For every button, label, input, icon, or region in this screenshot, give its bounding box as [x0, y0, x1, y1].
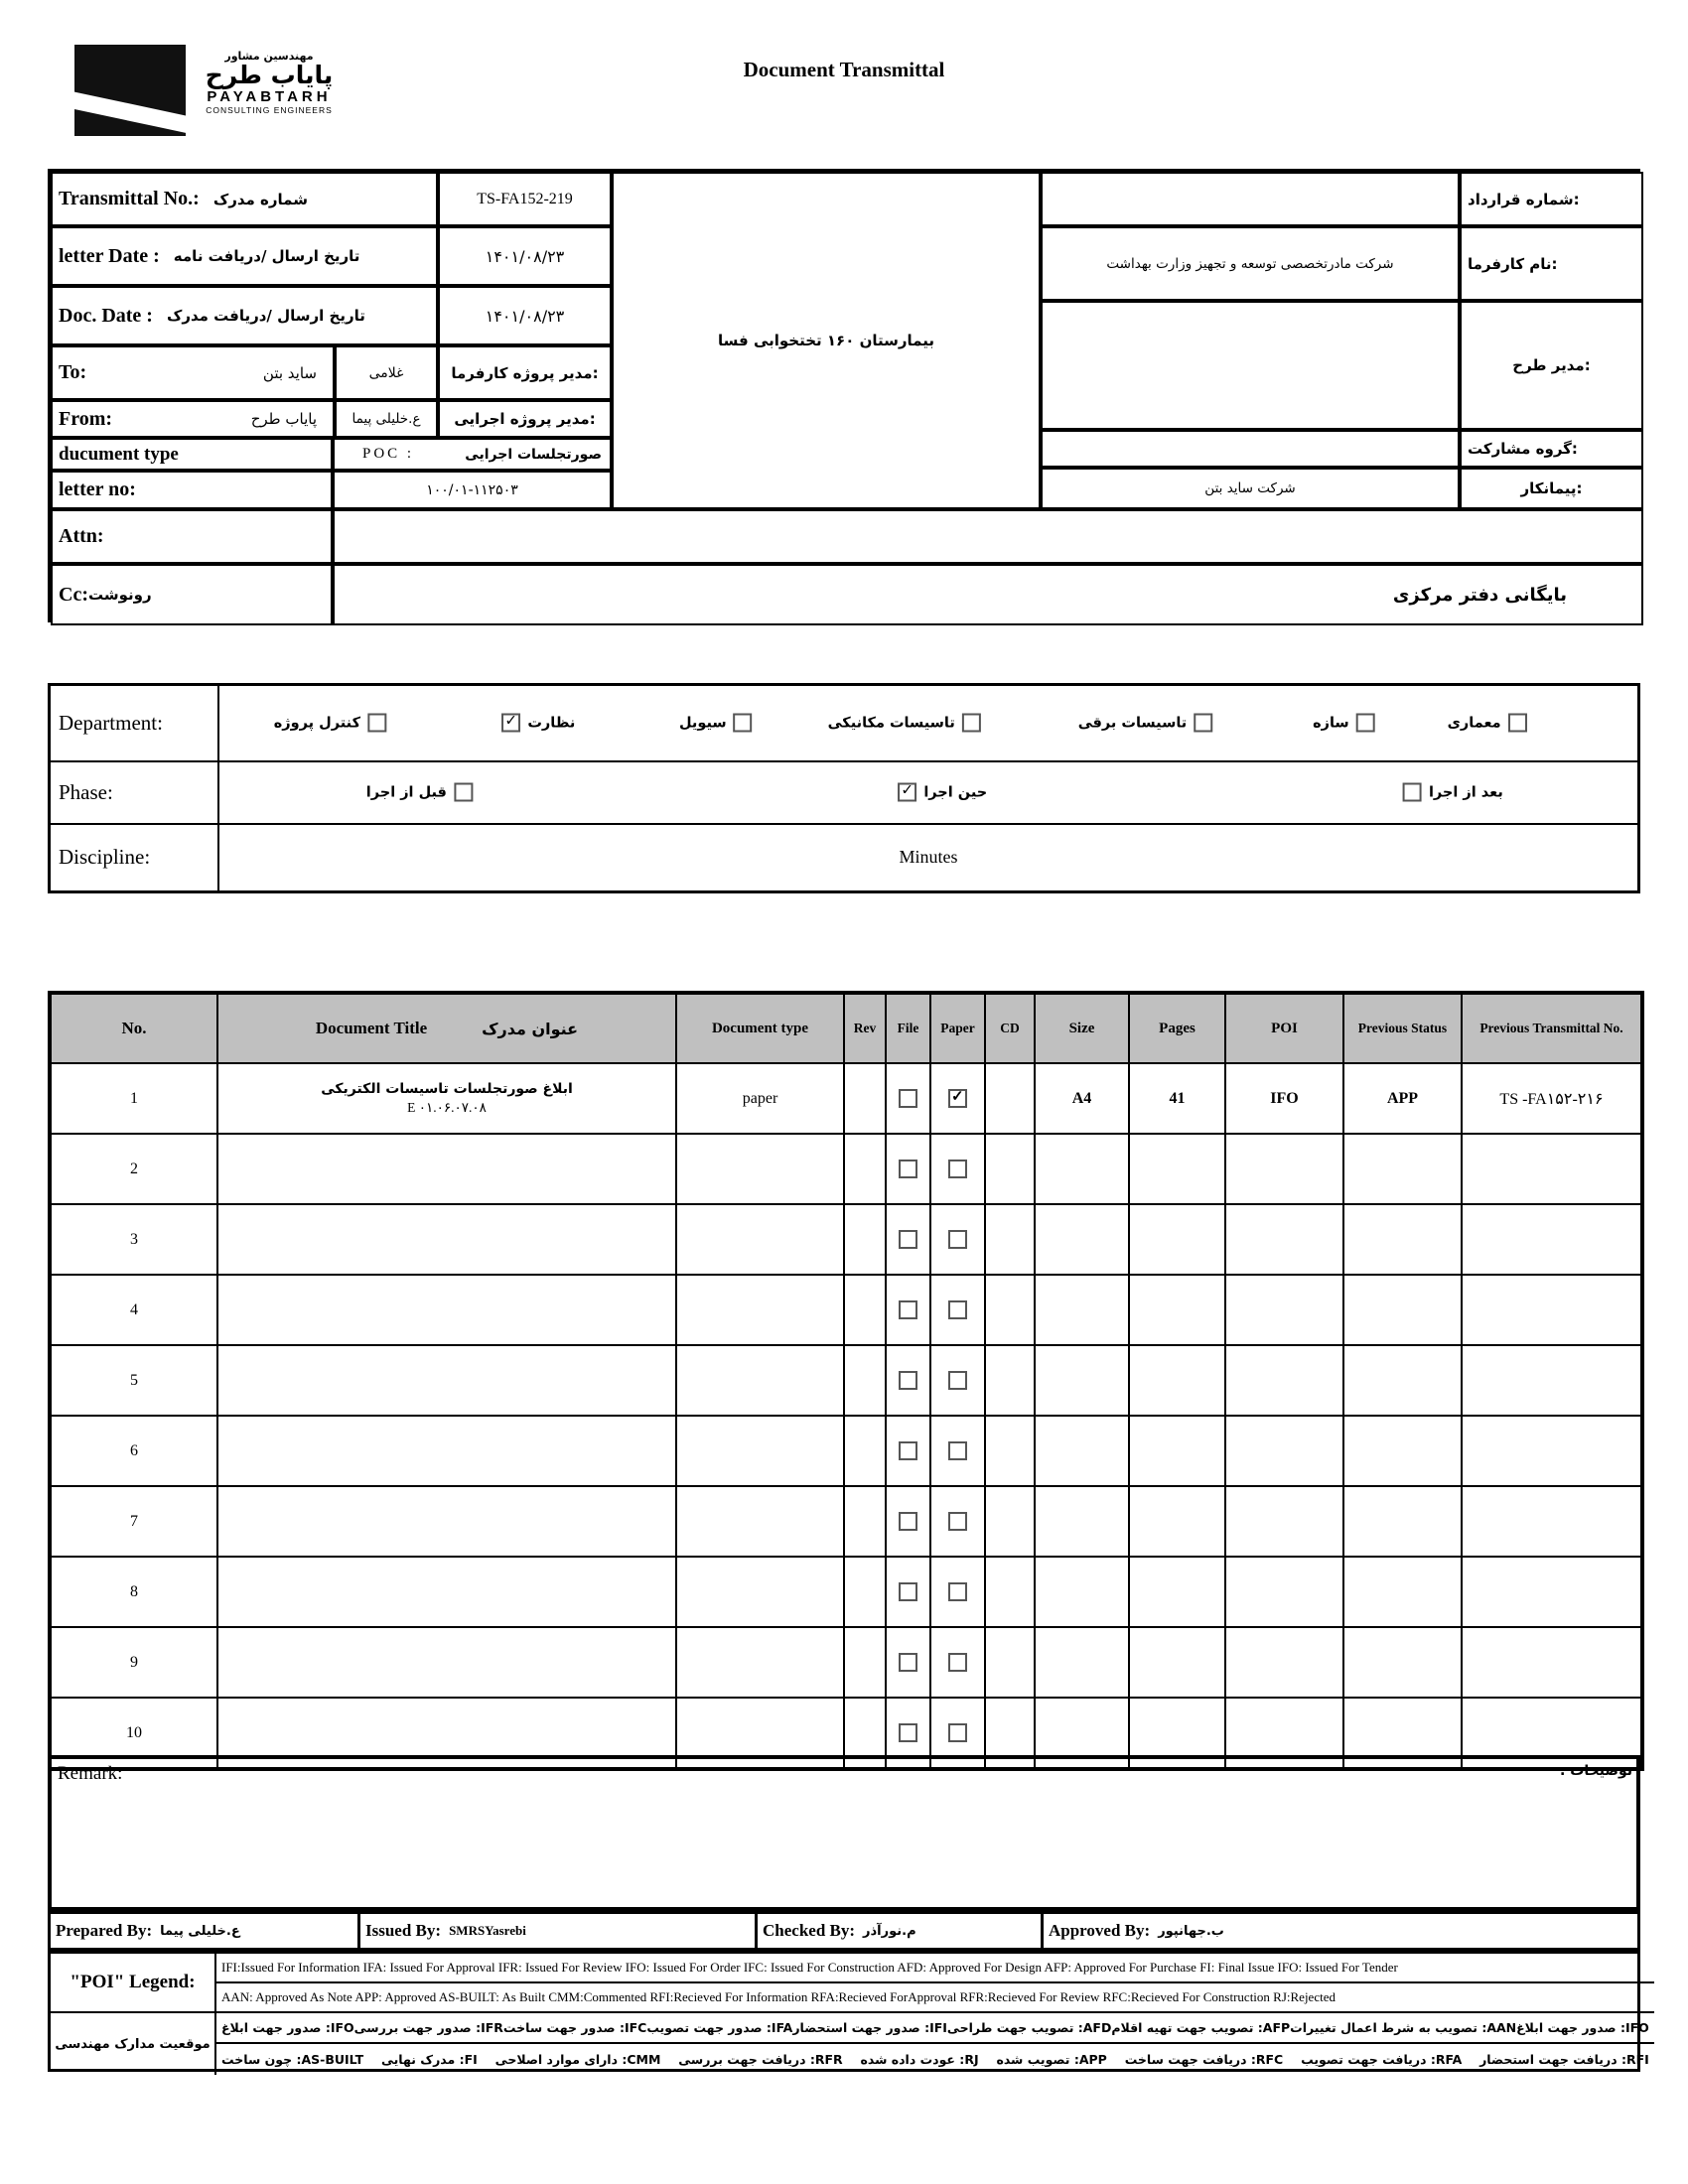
dept-checkbox-mechanical[interactable] [962, 714, 981, 733]
letter-date-value: ۱۴۰۱/۰۸/۲۳ [438, 226, 612, 286]
paper-checkbox[interactable] [948, 1653, 967, 1672]
doc-row-prev-status [1343, 1204, 1462, 1275]
doc-table-row [50, 1275, 1642, 1345]
doc-table-header-row [50, 993, 1642, 1063]
col-header-no: No. [50, 993, 217, 1063]
legend-english-row2: AAN: Approved As Note APP: Approved AS-BUILT: As Built CMM:Commented RFI:Recieved For Information RFA:Recieved ForApproval RFR:Recieved For Review RFC:Recieved For Construction RJ:Rejected [216, 1983, 1654, 2013]
doc-row-pages [1129, 1416, 1225, 1486]
phase-options [219, 762, 1637, 823]
doc-row-cd [985, 1134, 1035, 1204]
header-info-table [48, 169, 1640, 622]
remark-box [48, 1755, 1640, 1911]
doc-row-prev-status [1343, 1345, 1462, 1416]
doc-row-poi: IFO [1225, 1063, 1343, 1134]
file-checkbox[interactable] [899, 1582, 917, 1601]
doc-date-label: Doc. Date : تاریخ ارسال /دریافت مدرک [51, 286, 438, 345]
issued-by-cell: Issued By: SMRSYasrebi [360, 1914, 758, 1948]
doc-row-paper [930, 1627, 985, 1698]
doc-row-poi [1225, 1627, 1343, 1698]
doc-row-rev [844, 1557, 886, 1627]
from-role-label: مدیر پروژه اجرایی: [438, 400, 612, 438]
file-checkbox[interactable] [899, 1300, 917, 1319]
document-list-table [48, 991, 1644, 1771]
doc-row-no: 4 [50, 1275, 217, 1345]
doc-row-file [886, 1134, 930, 1204]
doc-row-pages [1129, 1275, 1225, 1345]
col-header-rev: Rev [844, 993, 886, 1063]
col-header-file: File [886, 993, 930, 1063]
doc-row-size [1035, 1204, 1129, 1275]
dept-checkbox-civil[interactable] [734, 714, 753, 733]
doc-table-row [50, 1557, 1642, 1627]
contractor-value: شرکت ساید بتن [1041, 468, 1460, 509]
letter-date-label: letter Date : تاریخ ارسال /دریافت نامه [51, 226, 438, 286]
doc-row-title [217, 1557, 676, 1627]
doc-row-paper [930, 1345, 985, 1416]
from-person: ع.خلیلی پیما [335, 400, 438, 438]
department-label: Department: [51, 686, 219, 760]
col-header-pages: Pages [1129, 993, 1225, 1063]
doc-table-body [50, 1063, 1642, 1769]
jv-group-value [1041, 430, 1460, 468]
doc-row-no: 10 [50, 1698, 217, 1769]
doc-row-doctype [676, 1275, 844, 1345]
file-checkbox[interactable] [899, 1160, 917, 1178]
doc-row-size [1035, 1416, 1129, 1486]
doc-row-rev [844, 1063, 886, 1134]
doc-table-row [50, 1486, 1642, 1557]
doc-row-poi [1225, 1204, 1343, 1275]
brand-tagline: مهندسین مشاور [224, 50, 314, 63]
cc-label-fa: رونوشت [87, 586, 152, 604]
department-row [51, 686, 1637, 762]
logo-swoosh-icon [74, 89, 186, 136]
attn-value [333, 509, 1643, 564]
dept-checkbox-architecture[interactable] [1508, 714, 1527, 733]
remark-label-fa: توضیحات : [1559, 1763, 1632, 1779]
legend-item: IFO: صدور جهت ابلاغ [1516, 2020, 1649, 2035]
legend-item: IFO: صدور جهت ابلاغ [221, 2020, 354, 2035]
approved-by-value: ب.جهانپور [1158, 1923, 1224, 1939]
doc-row-rev [844, 1275, 886, 1345]
paper-checkbox[interactable] [948, 1441, 967, 1460]
doc-row-prev-status [1343, 1557, 1462, 1627]
brand-name-fa: پایاب طرح [205, 61, 334, 89]
doc-row-poi [1225, 1275, 1343, 1345]
doc-row-doctype [676, 1416, 844, 1486]
page-title: Document Transmittal [743, 58, 945, 81]
doc-row-pages [1129, 1204, 1225, 1275]
doc-row-prev-transmittal [1462, 1345, 1642, 1416]
phase-checkbox-after[interactable] [1403, 783, 1422, 802]
legend-english-row1: IFI:Issued For Information IFA: Issued For Approval IFR: Issued For Review IFO: Issued For Order IFC: Issued For Construction AFD: Approved For Design AFP: Approved For Purchase FI: Final Issue IFO: Issued For Tender [216, 1954, 1654, 1983]
legend-item: IFC: صدور جهت ساخت [502, 2020, 647, 2035]
legend-item: RFI: دریافت جهت استحضار [1479, 2052, 1649, 2067]
doc-row-prev-status [1343, 1275, 1462, 1345]
contract-no-value [1041, 172, 1460, 226]
doc-row-size [1035, 1486, 1129, 1557]
doc-row-doctype [676, 1627, 844, 1698]
signoff-row [48, 1911, 1640, 1951]
col-header-title: Document Title عنوان مدرک [217, 993, 676, 1063]
prepared-by-cell: Prepared By: ع.خلیلی پیما [51, 1914, 360, 1948]
doc-row-paper [930, 1204, 985, 1275]
dept-option-project-control: کنترل پروژه [274, 714, 386, 733]
discipline-value: Minutes [899, 847, 958, 868]
dept-checkbox-electrical[interactable] [1194, 714, 1212, 733]
file-checkbox[interactable] [899, 1512, 917, 1531]
cc-label: Cc: رونوشت [51, 564, 333, 625]
paper-checkbox[interactable] [948, 1371, 967, 1390]
doc-row-pages: 41 [1129, 1063, 1225, 1134]
cc-value: بایگانی دفتر مرکزی [333, 564, 1643, 625]
doc-row-rev [844, 1134, 886, 1204]
doc-row-pages [1129, 1486, 1225, 1557]
doc-row-prev-status [1343, 1134, 1462, 1204]
poi-legend-label: "POI" Legend: [51, 1954, 216, 2013]
doc-row-no: 3 [50, 1204, 217, 1275]
department-table [48, 683, 1640, 893]
doc-row-doctype [676, 1345, 844, 1416]
document-type-fa: صورتجلسات اجرایی [465, 446, 602, 463]
doc-table-row [50, 1134, 1642, 1204]
contractor-label: پیمانکار: [1460, 468, 1643, 509]
col-header-cd: CD [985, 993, 1035, 1063]
doc-table-row [50, 1063, 1642, 1134]
col-header-doctype: Document type [676, 993, 844, 1063]
doc-row-pages [1129, 1345, 1225, 1416]
dept-option-supervision: ✓ نظارت [501, 714, 575, 733]
design-manager-value [1041, 301, 1460, 430]
col-header-prev-transmittal: Previous Transmittal No. [1462, 993, 1642, 1063]
doc-row-title [217, 1345, 676, 1416]
legend-item: RFC: دریافت جهت ساخت [1124, 2052, 1284, 2067]
doc-row-cd [985, 1416, 1035, 1486]
paper-checkbox[interactable] [948, 1160, 967, 1178]
doc-row-prev-status: APP [1343, 1063, 1462, 1134]
dept-checkbox-supervision[interactable] [501, 714, 520, 733]
legend-fa1 [216, 2013, 1654, 2044]
doc-row-paper [930, 1275, 985, 1345]
doc-row-title [217, 1486, 676, 1557]
to-role-label: مدیر پروژه کارفرما: [438, 345, 612, 400]
letter-no-value: ۱۰۰/۰۱-۱۱۲۵۰۳ [333, 471, 612, 509]
doc-row-rev [844, 1627, 886, 1698]
col-header-paper: Paper [930, 993, 985, 1063]
doc-row-doctype [676, 1557, 844, 1627]
transmittal-no-label: Transmittal No.: شماره مدرک [51, 172, 438, 226]
paper-checkbox[interactable] [948, 1089, 967, 1108]
doc-row-title: ابلاغ صورتجلسات تاسیسات الکتریکی E ۰۱.۰۶.۰۷.۰۸ [217, 1063, 676, 1134]
legend-item: RFR: دریافت جهت بررسی [678, 2052, 843, 2067]
file-checkbox[interactable] [899, 1089, 917, 1108]
doc-row-prev-transmittal [1462, 1557, 1642, 1627]
file-checkbox[interactable] [899, 1653, 917, 1672]
discipline-label: Discipline: [51, 825, 219, 890]
legend-item: AS-BUILT: چون ساخت [221, 2052, 364, 2067]
doc-table-row [50, 1204, 1642, 1275]
doc-row-title [217, 1134, 676, 1204]
doc-row-pages [1129, 1557, 1225, 1627]
doc-row-no: 1 [50, 1063, 217, 1134]
doc-row-paper [930, 1486, 985, 1557]
discipline-row [51, 825, 1637, 890]
doc-row-title [217, 1416, 676, 1486]
legend-item: FI: مدرک نهایی [380, 2052, 478, 2067]
doc-row-file [886, 1345, 930, 1416]
doc-row-cd [985, 1275, 1035, 1345]
legend-side-label: موقعیت مدارک مهندسی [51, 2013, 216, 2075]
from-row: From: پایاب طرح [51, 400, 335, 438]
doc-row-doctype [676, 1486, 844, 1557]
doc-row-size [1035, 1275, 1129, 1345]
doc-row-prev-status [1343, 1627, 1462, 1698]
transmittal-no-value: TS-FA152-219 [438, 172, 612, 226]
prepared-by-value: ع.خلیلی پیما [160, 1923, 240, 1939]
doc-row-poi [1225, 1557, 1343, 1627]
dept-option-mechanical: تاسیسات مکانیکی [828, 714, 981, 733]
project-name: بیمارستان ۱۶۰ تختخوابی فسا [612, 172, 1041, 509]
file-checkbox[interactable] [899, 1230, 917, 1249]
from-company: پایاب طرح [250, 410, 317, 428]
doc-row-paper [930, 1063, 985, 1134]
dept-checkbox-project-control[interactable] [367, 714, 386, 733]
paper-checkbox[interactable] [948, 1512, 967, 1531]
doc-row-size [1035, 1557, 1129, 1627]
doc-row-prev-transmittal [1462, 1275, 1642, 1345]
to-company: ساید بتن [262, 363, 317, 382]
poi-legend-table [48, 1951, 1649, 2072]
legend-item: IFA: صدور جهت تصویب [646, 2020, 793, 2035]
file-checkbox[interactable] [899, 1723, 917, 1742]
doc-row-paper [930, 1557, 985, 1627]
col-header-size: Size [1035, 993, 1129, 1063]
doc-row-cd [985, 1486, 1035, 1557]
legend-item: CMM: دارای موارد اصلاحی [494, 2052, 661, 2067]
doc-row-cd [985, 1557, 1035, 1627]
checked-by-value: م.نورآذر [863, 1923, 916, 1939]
doc-table-row [50, 1345, 1642, 1416]
jv-group-label: گروه مشارکت: [1460, 430, 1643, 468]
doc-row-no: 6 [50, 1416, 217, 1486]
doc-row-size: A4 [1035, 1063, 1129, 1134]
doc-row-paper [930, 1416, 985, 1486]
col-header-poi: POI [1225, 993, 1343, 1063]
doc-table-row [50, 1627, 1642, 1698]
doc-row-rev [844, 1486, 886, 1557]
legend-item: APP: تصویب شده [996, 2052, 1107, 2067]
legend-item: IFI: صدور جهت استحضار [792, 2020, 947, 2035]
doc-row-prev-transmittal [1462, 1627, 1642, 1698]
doc-row-pages [1129, 1627, 1225, 1698]
doc-row-no: 9 [50, 1627, 217, 1698]
dept-option-architecture: معماری [1448, 714, 1527, 733]
doc-row-file [886, 1557, 930, 1627]
document-type-label: ducument type [51, 438, 333, 471]
dept-option-civil: سیویل [679, 714, 753, 733]
design-manager-label: مدیر طرح: [1460, 301, 1643, 430]
doc-row-no: 7 [50, 1486, 217, 1557]
doc-row-title [217, 1204, 676, 1275]
doc-row-prev-transmittal [1462, 1204, 1642, 1275]
doc-row-cd [985, 1204, 1035, 1275]
doc-row-doctype: paper [676, 1063, 844, 1134]
doc-row-title [217, 1275, 676, 1345]
department-options [219, 686, 1637, 760]
legend-fa2 [216, 2044, 1654, 2075]
phase-checkbox-during[interactable] [898, 783, 916, 802]
issued-by-value: SMRSYasrebi [449, 1923, 526, 1938]
paper-checkbox[interactable] [948, 1582, 967, 1601]
doc-row-poi [1225, 1486, 1343, 1557]
legend-item: RJ: عودت داده شده [860, 2052, 979, 2067]
phase-checkbox-before[interactable] [454, 783, 473, 802]
doc-row-size [1035, 1627, 1129, 1698]
client-label: نام کارفرما: [1460, 226, 1643, 301]
document-type-code: POC : [362, 446, 415, 462]
doc-row-prev-transmittal [1462, 1486, 1642, 1557]
paper-checkbox[interactable] [948, 1723, 967, 1742]
doc-row-size [1035, 1345, 1129, 1416]
phase-row [51, 762, 1637, 825]
doc-date-value: ۱۴۰۱/۰۸/۲۳ [438, 286, 612, 345]
doc-row-no: 8 [50, 1557, 217, 1627]
doc-row-prev-transmittal: TS -FA۱۵۲-۲۱۶ [1462, 1063, 1642, 1134]
doc-row-file [886, 1275, 930, 1345]
doc-row-pages [1129, 1134, 1225, 1204]
dept-option-electrical: تاسیسات برقی [1078, 714, 1213, 733]
doc-row-file [886, 1204, 930, 1275]
doc-row-poi [1225, 1134, 1343, 1204]
doc-row-rev [844, 1416, 886, 1486]
doc-row-paper [930, 1134, 985, 1204]
phase-option-during: ✓ حین اجرا [898, 783, 987, 802]
remark-label-en: Remark: [58, 1763, 123, 1784]
contract-no-label: شماره قرارداد: [1460, 172, 1643, 226]
doc-row-cd [985, 1627, 1035, 1698]
phase-option-after: بعد از اجرا [1403, 783, 1503, 802]
doc-row-prev-status [1343, 1416, 1462, 1486]
file-checkbox[interactable] [899, 1441, 917, 1460]
doc-row-prev-transmittal [1462, 1134, 1642, 1204]
to-person: غلامی [335, 345, 438, 400]
to-row: To: ساید بتن [51, 345, 335, 400]
doc-row-no: 5 [50, 1345, 217, 1416]
brand-subtitle: CONSULTING ENGINEERS [206, 105, 333, 116]
checked-by-cell: Checked By: م.نورآذر [758, 1914, 1044, 1948]
doc-row-file [886, 1627, 930, 1698]
doc-row-file [886, 1486, 930, 1557]
attn-label: Attn: [51, 509, 333, 564]
doc-row-rev [844, 1345, 886, 1416]
doc-row-cd [985, 1063, 1035, 1134]
doc-row-prev-transmittal [1462, 1416, 1642, 1486]
dept-checkbox-structure[interactable] [1356, 714, 1375, 733]
doc-table-row [50, 1416, 1642, 1486]
doc-row-doctype [676, 1134, 844, 1204]
doc-row-size [1035, 1134, 1129, 1204]
col-header-prev-status: Previous Status [1343, 993, 1462, 1063]
dept-option-structure: سازه [1313, 714, 1375, 733]
phase-label: Phase: [51, 762, 219, 823]
approved-by-cell: Approved By: ب.جهانپور [1049, 1921, 1224, 1940]
doc-row-file [886, 1416, 930, 1486]
document-type-value [333, 438, 612, 471]
doc-row-prev-status [1343, 1486, 1462, 1557]
legend-item: AAN: تصویب به شرط اعمال تغییرات [1290, 2020, 1517, 2035]
legend-item: RFA: دریافت جهت تصویب [1301, 2052, 1463, 2067]
doc-row-title [217, 1627, 676, 1698]
doc-row-file [886, 1063, 930, 1134]
paper-checkbox[interactable] [948, 1300, 967, 1319]
brand-name-en: PAYABTARH [207, 88, 332, 106]
legend-item: AFD: تصویب جهت طراحی [946, 2020, 1112, 2035]
doc-row-no: 2 [50, 1134, 217, 1204]
legend-item: IFR: صدور جهت بررسی [353, 2020, 503, 2035]
doc-row-cd [985, 1345, 1035, 1416]
doc-row-poi [1225, 1345, 1343, 1416]
legend-item: AFP: تصویب جهت تهیه اقلام [1111, 2020, 1291, 2035]
doc-row-poi [1225, 1416, 1343, 1486]
paper-checkbox[interactable] [948, 1230, 967, 1249]
client-value: شرکت مادرتخصصی توسعه و تجهیز وزارت بهداشت [1041, 226, 1460, 301]
doc-row-rev [844, 1204, 886, 1275]
phase-option-before: قبل از اجرا [366, 783, 473, 802]
letter-no-label: letter no: [51, 471, 333, 509]
file-checkbox[interactable] [899, 1371, 917, 1390]
doc-row-doctype [676, 1204, 844, 1275]
